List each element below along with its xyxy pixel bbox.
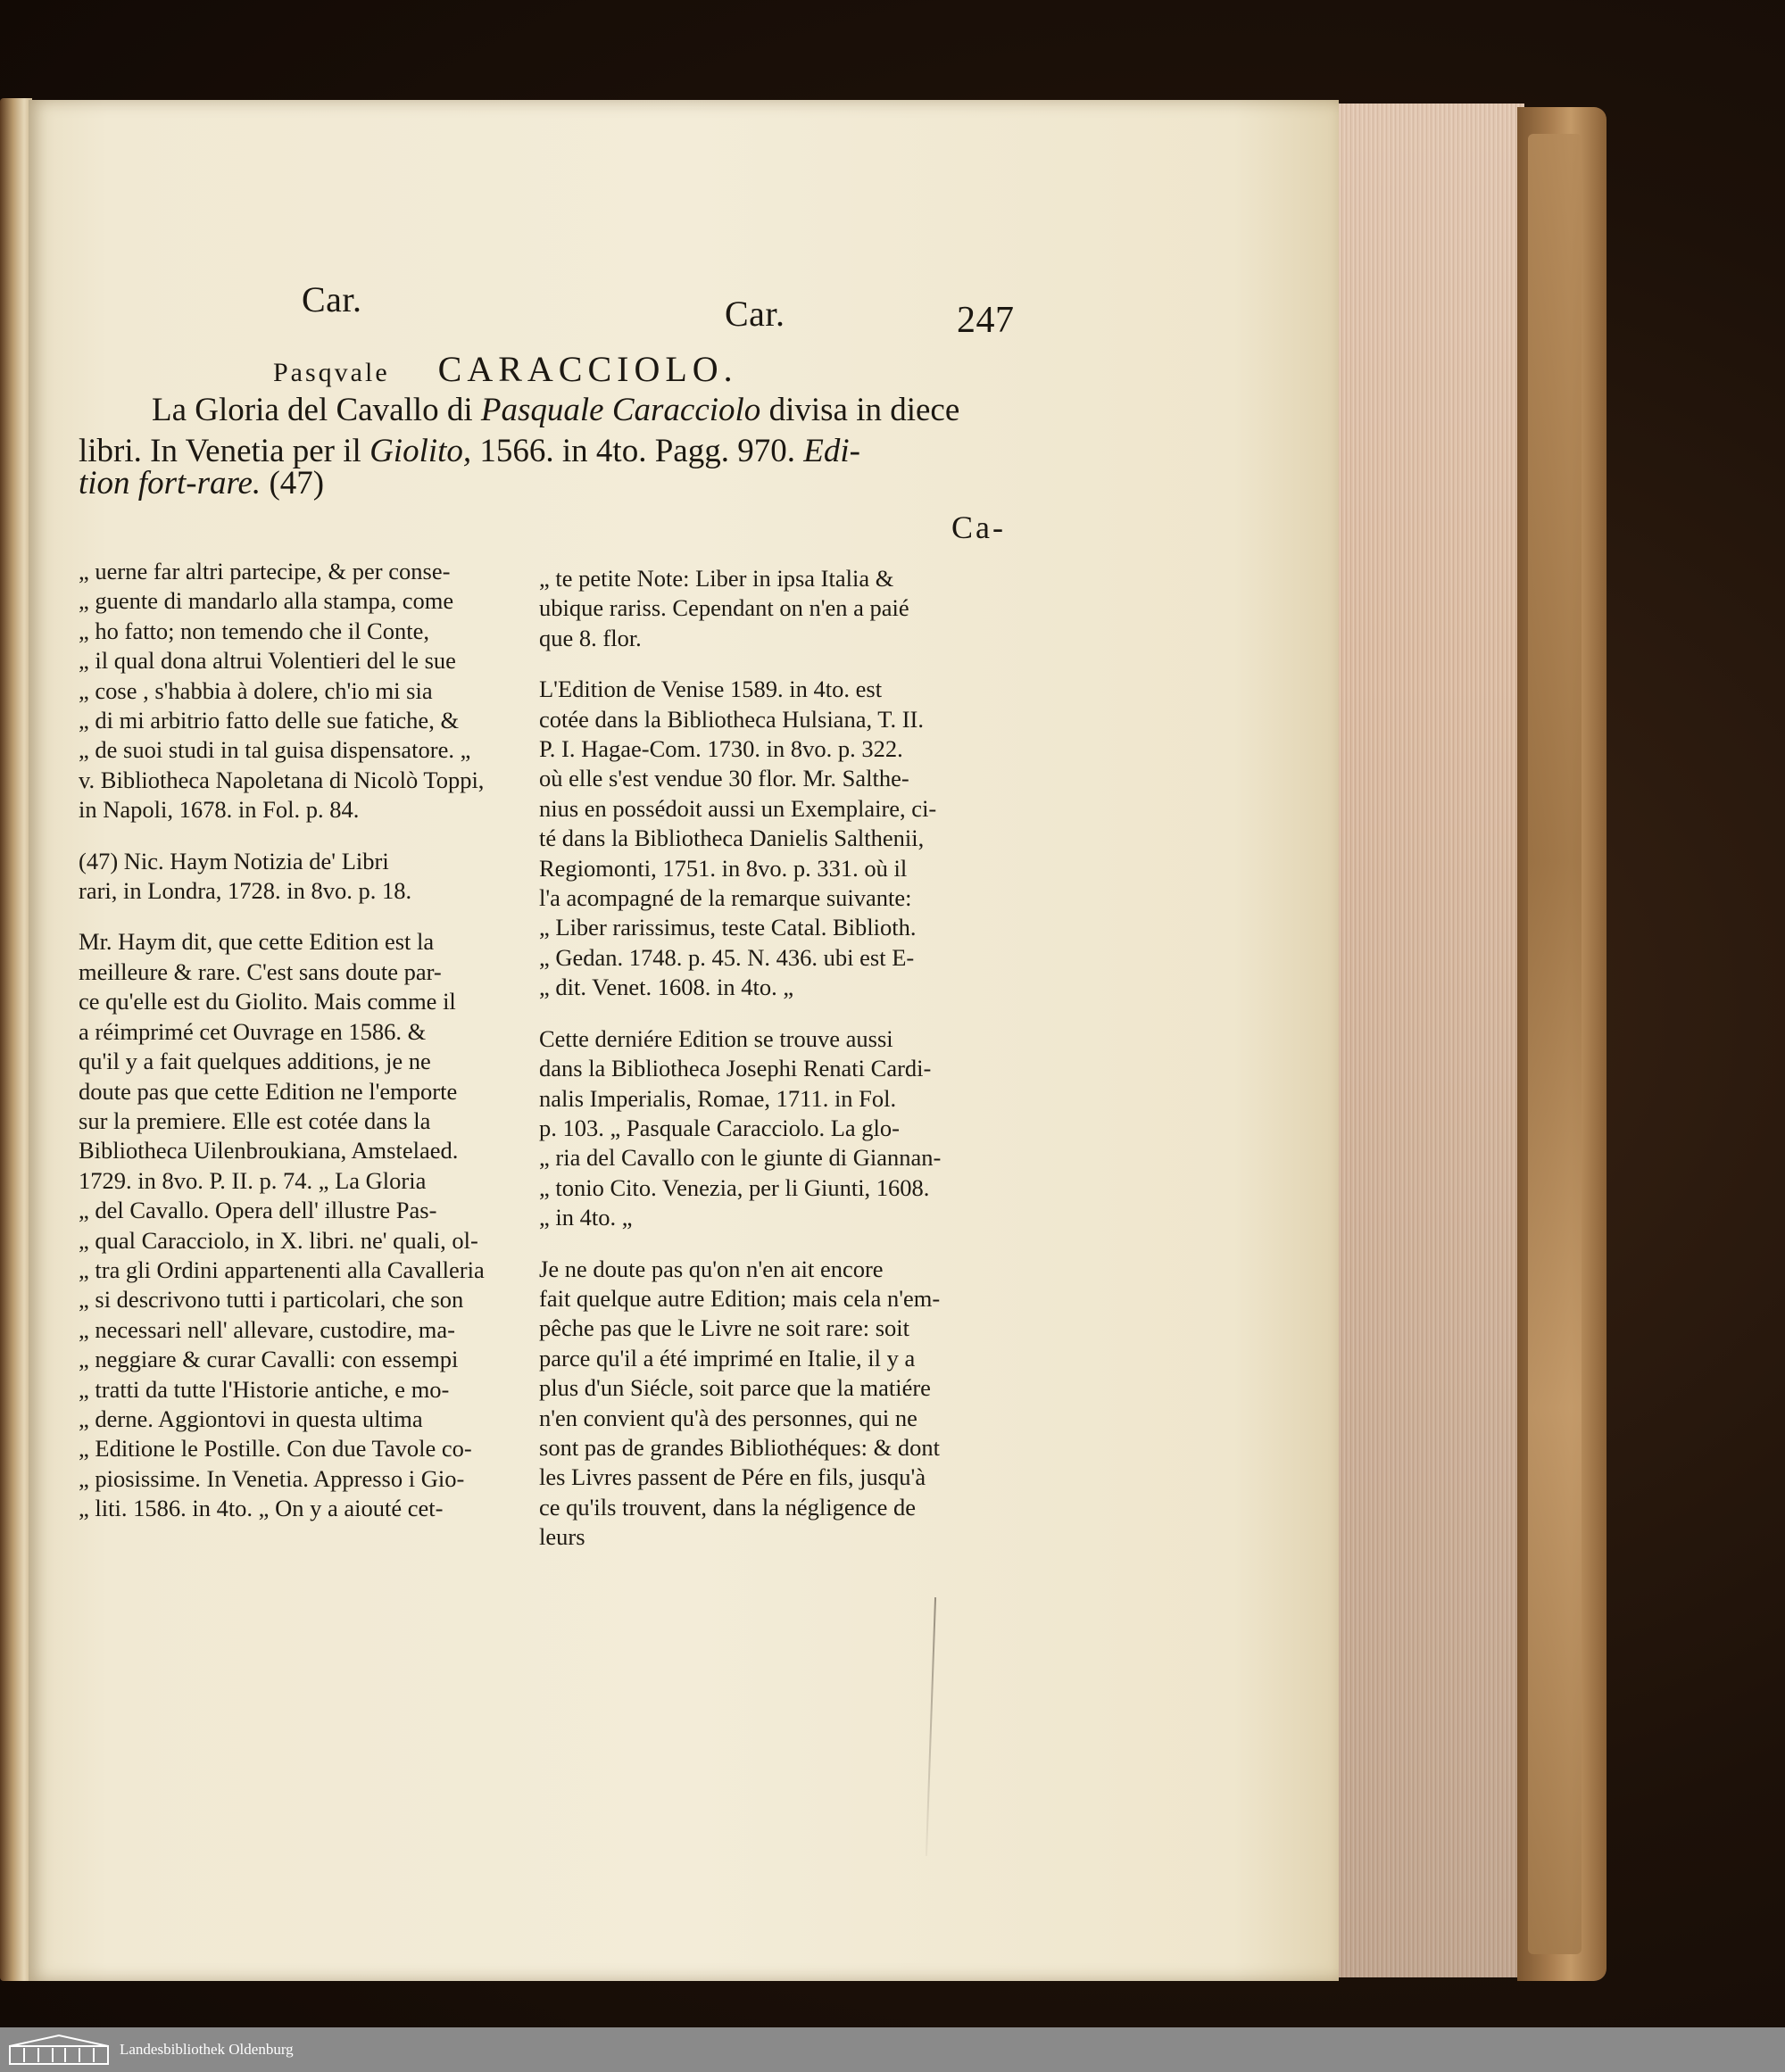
right-column-line: nius en possédoit aussi un Exemplaire, ci- <box>539 794 937 822</box>
right-column-line: Regiomonti, 1751. in 8vo. p. 331. où il <box>539 854 908 882</box>
right-column-line: „ Gedan. 1748. p. 45. N. 436. ubi est E- <box>539 943 915 971</box>
book-cover-leather <box>1528 134 1582 1954</box>
footer-bar <box>0 2027 1785 2072</box>
right-column-line: plus d'un Siécle, soit parce que la matiére <box>539 1374 931 1402</box>
right-column-line: sont pas de grandes Bibliothéques: & dont <box>539 1433 940 1461</box>
left-column-line: „ liti. 1586. in 4to. „ On y a aiouté cet- <box>79 1495 444 1522</box>
right-column-line: leurs <box>539 1523 585 1551</box>
right-column-line: Je ne doute pas qu'on n'en ait encore <box>539 1255 884 1282</box>
running-head-left: Car. <box>302 279 362 319</box>
entry-title <box>273 348 738 390</box>
left-column-line: „ uerne far altri partecipe, & per conse- <box>79 558 451 584</box>
right-column-line: pêche pas que le Livre ne soit rare: soit <box>539 1314 910 1342</box>
left-column-line: „ qual Caracciolo, in X. libri. ne' quali, ol- <box>79 1226 478 1254</box>
entry-lead-line-1: La Gloria del Cavallo di Pasquale Caracciolo divisa in diece <box>152 392 960 428</box>
right-column-line: P. I. Hagae-Com. 1730. in 8vo. p. 322. <box>539 735 903 763</box>
right-column-line: „ Liber rarissimus, teste Catal. Biblioth. <box>539 914 917 941</box>
right-column-line: n'en convient qu'à des personnes, qui ne <box>539 1404 917 1431</box>
left-column-line: sur la premiere. Elle est cotée dans la <box>79 1106 431 1134</box>
left-column-line: „ piosissime. In Venetia. Appresso i Gio- <box>79 1464 465 1492</box>
left-column-line: „ il qual dona altrui Volentieri del le sue <box>79 647 456 675</box>
right-column-line <box>539 1233 941 1255</box>
left-column-line: „ di mi arbitrio fatto delle sue fatiche, & <box>79 707 460 734</box>
right-column-line: l'a acompagné de la remarque suivante: <box>539 884 912 912</box>
left-column-line: qu'il y a fait quelques additions, je ne <box>79 1048 431 1075</box>
left-column-line: Bibliotheca Uilenbroukiana, Amstelaed. <box>79 1137 459 1164</box>
entry-lead-line-2: libri. In Venetia per il Giolito, 1566. in 4to. Pagg. 970. Edi- <box>79 433 860 469</box>
right-column-line: dans la Bibliotheca Josephi Renati Cardi- <box>539 1055 932 1082</box>
library-logo-icon <box>5 2033 112 2067</box>
left-column-line: rari, in Londra, 1728. in 8vo. p. 18. <box>79 877 412 905</box>
left-column-line: „ del Cavallo. Opera dell' illustre Pas- <box>79 1197 437 1224</box>
running-head-center: Car. <box>725 294 785 334</box>
left-column-line: meilleure & rare. C'est sans doute par- <box>79 957 442 985</box>
left-column-line: 1729. in 8vo. P. II. p. 74. „ La Gloria <box>79 1166 427 1194</box>
right-column-line: fait quelque autre Edition; mais cela n'em- <box>539 1284 941 1312</box>
right-column-line: „ dit. Venet. 1608. in 4to. „ <box>539 974 794 1001</box>
right-column-line: cotée dans la Bibliotheca Hulsiana, T. II. <box>539 705 924 733</box>
left-column-line: „ necessari nell' allevare, custodire, ma- <box>79 1315 455 1343</box>
left-column-line <box>79 906 485 927</box>
right-column-line: les Livres passent de Pére en fils, jusqu'à <box>539 1463 926 1491</box>
left-column-line: „ tra gli Ordini appartenenti alla Cavalleria <box>79 1256 485 1283</box>
page-number: 247 <box>957 300 1015 341</box>
left-column-line: „ si descrivono tutti i particolari, che son <box>79 1286 464 1314</box>
left-column <box>79 557 485 1524</box>
left-column-line: a réimprimé cet Ouvrage en 1586. & <box>79 1017 427 1045</box>
right-column-line: où elle s'est vendue 30 flor. Mr. Salthe- <box>539 765 909 792</box>
entry-title-forename: Pasqvale <box>273 358 390 387</box>
left-column-line: ce qu'elle est du Giolito. Mais comme il <box>79 988 456 1015</box>
entry-lead-line-3: tion fort-rare. (47) <box>79 465 325 501</box>
left-column-line: „ ho fatto; non temendo che il Conte, <box>79 617 429 644</box>
entry-title-surname: CARACCIOLO. <box>437 349 738 389</box>
right-column-line: té dans la Bibliotheca Danielis Salthenii, <box>539 825 925 852</box>
right-column-line: parce qu'il a été imprimé en Italie, il y a <box>539 1344 916 1372</box>
right-column-line: Cette derniére Edition se trouve aussi <box>539 1024 893 1052</box>
library-name: Landesbibliothek Oldenburg <box>120 2041 294 2058</box>
catchword: Ca- <box>951 510 1006 545</box>
left-column-line: „ derne. Aggiontovi in questa ultima <box>79 1405 423 1432</box>
previous-page-edge <box>0 98 32 1981</box>
left-column-line: „ de suoi studi in tal guisa dispensatore. „ <box>79 736 471 764</box>
left-column-line <box>79 825 485 847</box>
left-column-line: (47) Nic. Haym Notizia de' Libri <box>79 847 389 874</box>
right-column <box>539 564 941 1553</box>
right-column-line <box>539 1003 941 1024</box>
right-column-line: „ te petite Note: Liber in ipsa Italia & <box>539 565 894 592</box>
right-column-line: nalis Imperialis, Romae, 1711. in Fol. <box>539 1084 897 1112</box>
right-column-line: L'Edition de Venise 1589. in 4to. est <box>539 675 883 703</box>
right-column-line: p. 103. „ Pasquale Caracciolo. La glo- <box>539 1114 900 1141</box>
right-column-line: „ tonio Cito. Venezia, per li Giunti, 1608. <box>539 1173 930 1201</box>
left-column-line: „ Editione le Postille. Con due Tavole co- <box>79 1435 472 1463</box>
right-column-line <box>539 653 941 675</box>
left-column-line: doute pas que cette Edition ne l'emporte <box>79 1077 458 1105</box>
right-column-line: „ ria del Cavallo con le giunte di Giannan- <box>539 1144 942 1172</box>
page-block-shade <box>1328 104 1524 1977</box>
left-column-line: in Napoli, 1678. in Fol. p. 84. <box>79 796 360 824</box>
left-column-line: „ neggiare & curar Cavalli: con essempi <box>79 1346 459 1373</box>
right-column-line: ubique rariss. Cependant on n'en a paié <box>539 594 909 622</box>
left-column-line: „ guente di mandarlo alla stampa, come <box>79 587 454 615</box>
left-column-line: Mr. Haym dit, que cette Edition est la <box>79 928 435 956</box>
left-column-line: „ cose , s'habbia à dolere, ch'io mi sia <box>79 676 433 704</box>
left-column-line: v. Bibliotheca Napoletana di Nicolò Toppi, <box>79 766 485 793</box>
right-column-line: ce qu'ils trouvent, dans la négligence de <box>539 1493 917 1521</box>
left-column-line: „ tratti da tutte l'Historie antiche, e mo- <box>79 1375 450 1403</box>
right-column-line: que 8. flor. <box>539 624 642 651</box>
right-column-line: „ in 4to. „ <box>539 1204 633 1231</box>
